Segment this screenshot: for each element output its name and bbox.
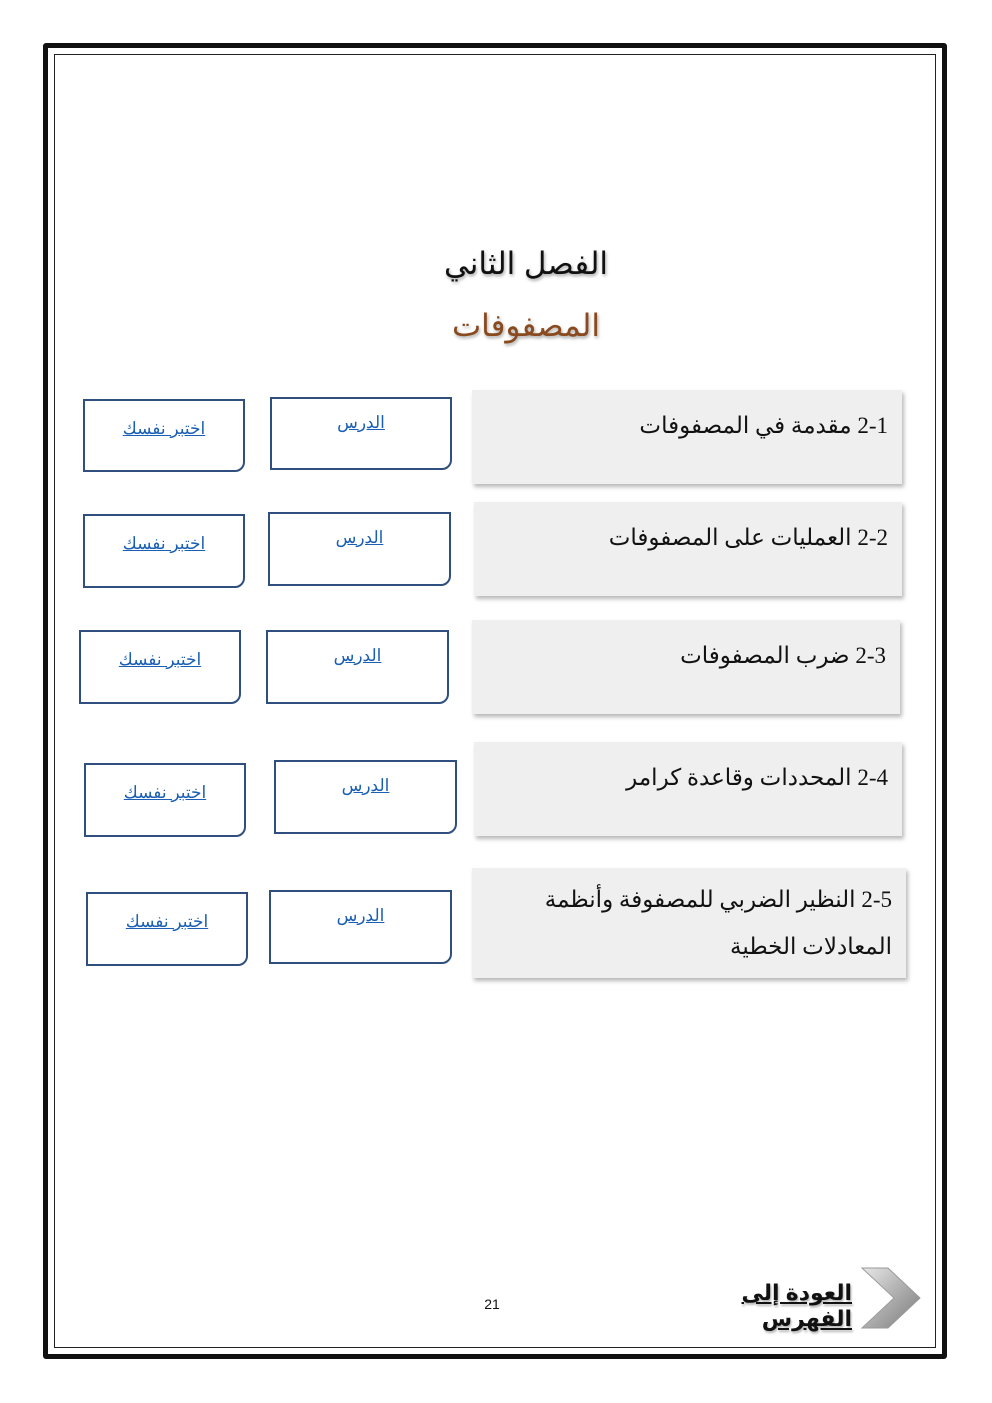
test-yourself-link-box[interactable]	[83, 514, 245, 588]
lesson-title: 2-3 ضرب المصفوفات	[680, 643, 886, 668]
lesson-link[interactable]: الدرس	[341, 776, 390, 795]
test-yourself-link-box[interactable]	[79, 630, 241, 704]
lesson-link[interactable]: الدرس	[333, 646, 382, 665]
lesson-title: 2-1 مقدمة في المصفوفات	[639, 413, 888, 438]
test-yourself-link[interactable]: اختبر نفسك	[125, 912, 209, 931]
lesson-link[interactable]: الدرس	[335, 528, 384, 547]
lesson-title: 2-5 النظير الضربي للمصفوفة وأنظمة المعادلات الخطية	[544, 887, 892, 959]
chapter-subtitle: المصفوفات	[451, 308, 600, 343]
lesson-title: 2-2 العمليات على المصفوفات	[608, 525, 888, 550]
lesson-link[interactable]: الدرس	[336, 906, 385, 925]
lesson-link-box[interactable]	[266, 630, 449, 704]
test-yourself-link[interactable]: اختبر نفسك	[118, 650, 202, 669]
lesson-title-box	[474, 742, 902, 836]
test-yourself-link-box[interactable]	[84, 763, 246, 837]
back-to-index-link[interactable]: العودة إلى الفهرس	[741, 1280, 852, 1331]
lesson-title-box	[472, 868, 906, 978]
arrow-right-icon[interactable]	[858, 1266, 924, 1330]
lesson-title-box	[474, 502, 902, 596]
test-yourself-link-box[interactable]	[86, 892, 248, 966]
page-number: 21	[484, 1296, 500, 1312]
lesson-title-box	[472, 390, 902, 484]
lesson-title: 2-4 المحددات وقاعدة كرامر	[626, 765, 888, 790]
test-yourself-link[interactable]: اختبر نفسك	[122, 419, 206, 438]
test-yourself-link[interactable]: اختبر نفسك	[123, 783, 207, 802]
test-yourself-link[interactable]: اختبر نفسك	[122, 534, 206, 553]
lesson-title-box	[472, 620, 900, 714]
chapter-title: الفصل الثاني	[443, 246, 609, 281]
lesson-link-box[interactable]	[274, 760, 457, 834]
lesson-link-box[interactable]	[270, 397, 452, 470]
lesson-link[interactable]: الدرس	[337, 413, 385, 432]
test-yourself-link-box[interactable]	[83, 399, 245, 472]
lesson-link-box[interactable]	[268, 512, 451, 586]
lesson-link-box[interactable]	[269, 890, 452, 964]
